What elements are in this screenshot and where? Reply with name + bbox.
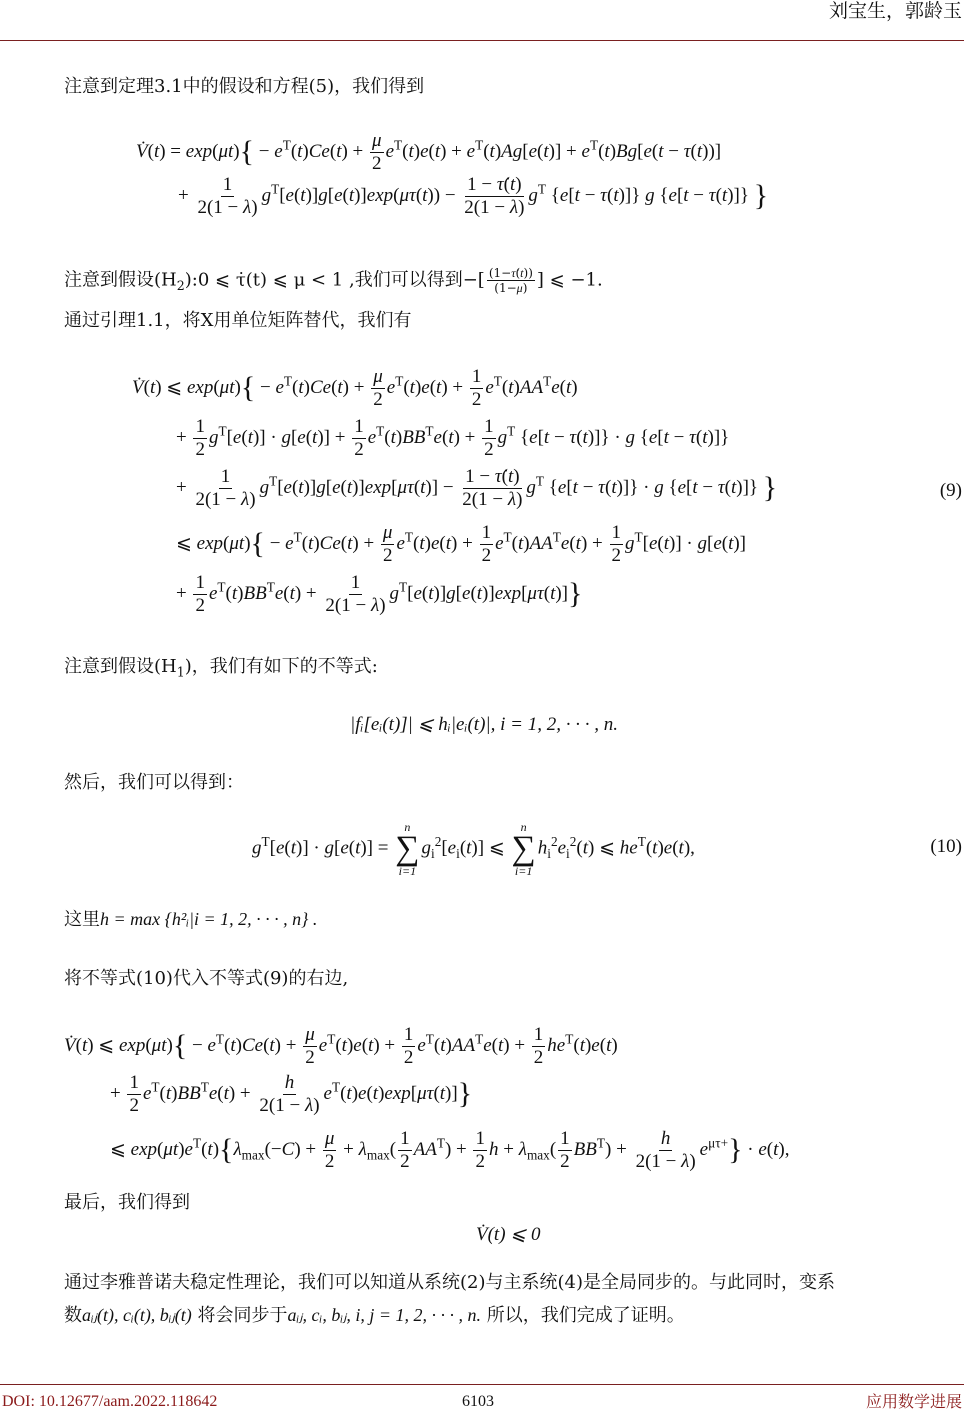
equation-10-number: (10) [930, 836, 962, 857]
inequality-fi: |fᵢ[eᵢ(t)]| ⩽ hᵢ|eᵢ(t)|, i = 1, 2, · · · , n. [350, 714, 618, 735]
paragraph-9-line1: 通过李雅普诺夫稳定性理论，我们可以知道从系统(2)与主系统(4)是全局同步的。与此同时，变系 [64, 1272, 835, 1293]
equation-final-line1: V̇(t) ⩽ $\exp(\mu t)\{ - e^T(t)Ce(t)$ + $\frac{\mu}{2}$ $e^T(t)e(t)$ + $\frac{1}{2}$ $e^T(t)AA^Te(t)$ + $\frac{1}{2}$ $he^T(t)e(t)$ [64, 1024, 618, 1068]
equation-final-line2: + $\frac{1}{2}$ $e^T(t)BB^Te(t)$ + $\frac{h}{2(1 - \lambda)}$ $e^T(t)e(t)\exp[\mu\tau(t)]$} [110, 1072, 473, 1116]
footer-rule [0, 1384, 964, 1385]
paragraph-6: 这里h = max {h²ᵢ|i = 1, 2, · · · , n} . [64, 909, 318, 930]
equation-9-line4: ⩽ $\exp(\mu t)\{ - e^T(t)Ce(t)$ + $\frac{\mu}{2}$ $e^T(t)e(t)$ + $\frac{1}{2}$ $e^T(t)AA^Te(t)$ + $\frac{1}{2}$ $g^T[e(t)] \cdot g[e(t)]$ [176, 522, 747, 566]
header-rule [0, 40, 964, 41]
paragraph-8: 最后，我们得到 [64, 1192, 190, 1213]
paragraph-9-line2: 数aᵢⱼ(t), cᵢ(t), bᵢⱼ(t) 将会同步于aᵢⱼ, cᵢ, bᵢⱼ, i, j = 1, 2, · · · , n. 所以，我们完成了证明。 [64, 1305, 685, 1326]
equation-9-line5: + $\frac{1}{2}$ $e^T(t)BB^Te(t)$ + $\frac{1}{2(1 - \lambda)}$ $g^T[e(t)]g[e(t)]\exp[\mu\tau(t)]$} [176, 572, 583, 616]
equation-vdot-1-line1: V̇(t) = $\exp(\mu t)\{ - e^T(t)Ce(t)$ + $\frac{\mu}{2}$ $e^T(t)e(t) + e^T(t)Ag[e(t)] + e^T(t)Bg[e(t - \tau(t))]$ [136, 130, 722, 174]
equation-vdot-1-line2: + $\frac{1}{2(1 - \lambda)}$ $g^T[e(t)]g[e(t)]\exp(\mu\tau(t))$ − $\frac{1 - \tau̇(t)}{2(1 - \lambda)}$ $g^T$ {e[t − τ(t)]} g {e[t − τ(t)]} } [178, 174, 769, 218]
equation-9-line3: + $\frac{1}{2(1 - \lambda)}$ $g^T[e(t)]g[e(t)]\exp[\mu\tau(t)]$ − $\frac{1 - \tau̇(t)}{2(1 - \lambda)}$ $g^T$ {e[t − τ(t)]} · g {e[t − τ(t)]} } [176, 466, 778, 510]
paragraph-4: 注意到假设$(H_1)$，我们有如下的不等式: [64, 656, 378, 680]
paragraph-2: 注意到假设$(H_2):0$ ⩽ τ̇(t) ⩽ μ < 1 ,我们可以得到−[ $\frac{(1-\tau̇(t))}{(1-\mu)}$ ] ⩽ −1. [64, 266, 603, 295]
footer-journal: 应用数学进展 [865, 1392, 962, 1411]
equation-9-line1: V̇(t) ⩽ $\exp(\mu t)\{ - e^T(t)Ce(t)$ + $\frac{\mu}{2}$ $e^T(t)e(t)$ + $\frac{1}{2}$ $e^T(t)AA^Te(t)$ [132, 366, 578, 410]
paragraph-1: 注意到定理3.1中的假设和方程(5)，我们得到 [64, 76, 425, 97]
paragraph-5: 然后，我们可以得到： [64, 772, 244, 793]
header-authors: 刘宝生，郭龄玉 [828, 0, 962, 22]
page-number: 6103 [462, 1393, 494, 1410]
equation-9-line2: + $\frac{1}{2}$ $g^T[e(t)] \cdot g[e(t)]$ + $\frac{1}{2}$ $e^T(t)BB^Te(t)$ + $\frac{1}{2}$ $g^T$ {e[t − τ(t)]} · g {e[t − τ(t)]} [176, 416, 730, 460]
equation-vdot-final: V̇(t) ⩽ 0 [476, 1224, 541, 1245]
paragraph-3: 通过引理1.1，将X用单位矩阵替代，我们有 [64, 310, 412, 331]
equation-9-number: (9) [939, 480, 962, 501]
equation-final-line3: ⩽ $\exp(\mu t)e^T(t)\{\lambda_{max}(-C)$ + $\frac{\mu}{2}$ + $\lambda_{max}$( $\frac{1}{2}$ $AA^T$) + $\frac{1}{2}$ $h + \lambda_{max}$( $\frac{1}{2}$ $BB^T$) + $\frac{h}{2(1 - \lambda)}$ $e^{\mu\tau+}\} \cdot e(t)$, [110, 1128, 790, 1172]
footer-doi[interactable]: DOI: 10.12677/aam.2022.118642 [2, 1393, 218, 1410]
equation-10: $g^T[e(t)] \cdot g[e(t)]$ = n ∑ i=1 $g_i^2[e_i(t)]$ ⩽ n ∑ i=1 $h_i^2e_i^2(t)$ ⩽ $he^T(t)e(t)$, [252, 820, 695, 878]
paragraph-7: 将不等式(10)代入不等式(9)的右边, [64, 968, 349, 989]
